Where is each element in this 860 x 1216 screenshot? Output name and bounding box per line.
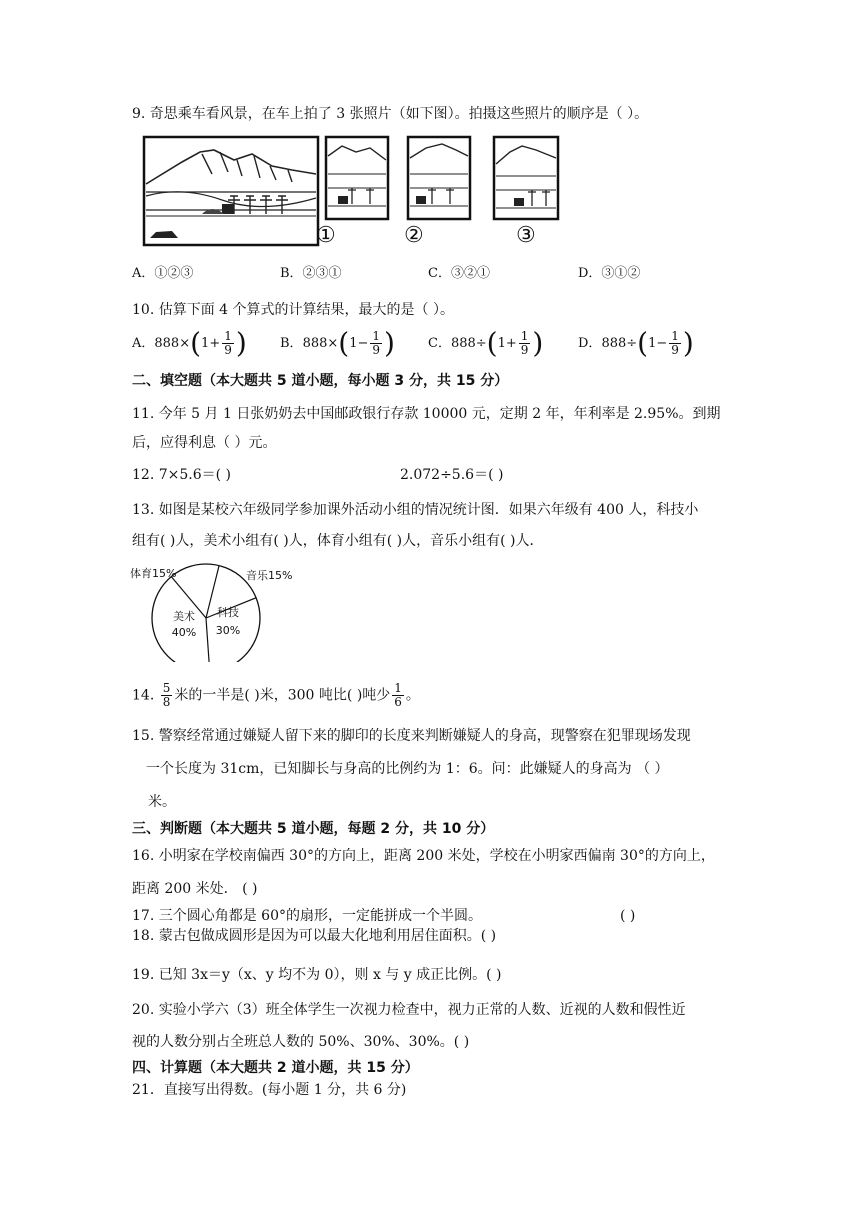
pie-pct-keji: 30% — [215, 624, 241, 637]
q16-line-2: 距离 200 米处． ( ) — [132, 881, 258, 897]
pie-label-yinyue: 音乐15% — [246, 569, 293, 582]
q9-text: 9. 奇思乘车看风景，在车上拍了 3 张照片（如下图）。拍摄这些照片的顺序是（ ）。 — [132, 106, 649, 122]
q12-part-1: 12. 7×5.6＝( ) — [132, 467, 231, 483]
q16-line-1: 16. 小明家在学校南偏西 30°的方向上，距离 200 米处，学校在小明家西偏南 30°的方向上， — [132, 848, 715, 864]
q10-option-c: C．888÷(1+ $\frac{1}{9}$ ) — [428, 326, 544, 360]
q15-line-1: 15. 警察经常通过嫌疑人留下来的脚印的长度来判断嫌疑人的身高，现警察在犯罪现场发现 — [132, 728, 691, 744]
photo-2 — [408, 137, 470, 219]
q10-option-a: A．888×(1+ $\frac{1}{9}$ ) — [132, 326, 247, 360]
photo-label-2: ② — [404, 223, 424, 248]
q17-answer-paren: ( ) — [620, 908, 636, 924]
q10-option-d: D．888÷(1− $\frac{1}{9}$ ) — [578, 326, 694, 360]
section-2-heading: 二、填空题（本大题共 5 道小题，每小题 3 分，共 15 分） — [132, 373, 509, 389]
q17-text: 17. 三个圆心角都是 60°的扇形，一定能拼成一个半圆。 — [132, 908, 482, 924]
q14-fraction-1: $\frac{5}{8}$ — [162, 681, 171, 709]
q10-text: 10. 估算下面 4 个算式的计算结果，最大的是（ ）。 — [132, 302, 454, 318]
q12-part-2: 2.072÷5.6＝( ) — [400, 467, 504, 483]
q20-line-1: 20. 实验小学六（3）班全体学生一次视力检查中，视力正常的人数、近视的人数和假性近 — [132, 1002, 686, 1018]
photo-label-3: ③ — [516, 223, 536, 248]
pie-slice-meishu-edge — [206, 618, 210, 662]
q9-option-d: D．③①② — [578, 266, 641, 281]
q19-text: 19. 已知 3x＝y（x、y 均不为 0），则 x 与 y 成正比例。( ) — [132, 967, 502, 983]
q14-fraction-2: $\frac{1}{6}$ — [394, 681, 402, 709]
q13-line-2: 组有( )人，美术小组有( )人，体育小组有( )人，音乐小组有( )人． — [132, 533, 544, 549]
pie-label-keji: 科技 — [217, 606, 239, 619]
section-3-heading: 三、判断题（本大题共 5 道小题，每题 2 分，共 10 分） — [132, 821, 495, 837]
landscape-picture — [144, 137, 318, 245]
q15-line-2: 一个长度为 31cm，已知脚长与身高的比例约为 1：6。问：此嫌疑人的身高为 （ ） — [146, 761, 669, 777]
section-4-heading: 四、计算题（本大题共 2 道小题，共 15 分） — [132, 1060, 419, 1076]
q11-line-2: 后，应得利息（ ）元。 — [132, 435, 277, 451]
q11-line-1: 11. 今年 5 月 1 日张奶奶去中国邮政银行存款 10000 元，定期 2 年，年利率是 2.95%。到期 — [132, 406, 721, 422]
photo-1 — [326, 137, 388, 219]
q9-option-a: A．①②③ — [132, 266, 194, 281]
q18-text: 18. 蒙古包做成圆形是因为可以最大化地利用居住面积。( ) — [132, 928, 497, 944]
q14-line: 14. $\frac{5}{8}$ 米的一半是( )米，300 吨比( )吨少 $\frac{1}{6}$ 。 — [132, 681, 420, 709]
q9-photos-figure — [142, 134, 482, 250]
q10-option-b: B．888×(1− $\frac{1}{9}$ ) — [280, 326, 395, 360]
q21-text: 21．直接写出得数。(每小题 1 分，共 6 分) — [132, 1082, 407, 1098]
pie-chart — [126, 562, 306, 662]
photo-label-1: ① — [316, 223, 336, 248]
q15-line-3: 米。 — [148, 794, 176, 810]
pie-label-tiyu: 体育15% — [130, 567, 177, 580]
q9-option-b: B．②③① — [280, 266, 342, 281]
q20-line-2: 视的人数分别占全班总人数的 50%、30%、30%。( ) — [132, 1034, 470, 1050]
q9-option-c: C．③②① — [428, 266, 490, 281]
pie-label-meishu: 美术 — [173, 610, 195, 623]
pie-pct-meishu: 40% — [171, 626, 197, 639]
q13-line-1: 13. 如图是某校六年级同学参加课外活动小组的情况统计图．如果六年级有 400 人，科技小 — [132, 502, 699, 518]
